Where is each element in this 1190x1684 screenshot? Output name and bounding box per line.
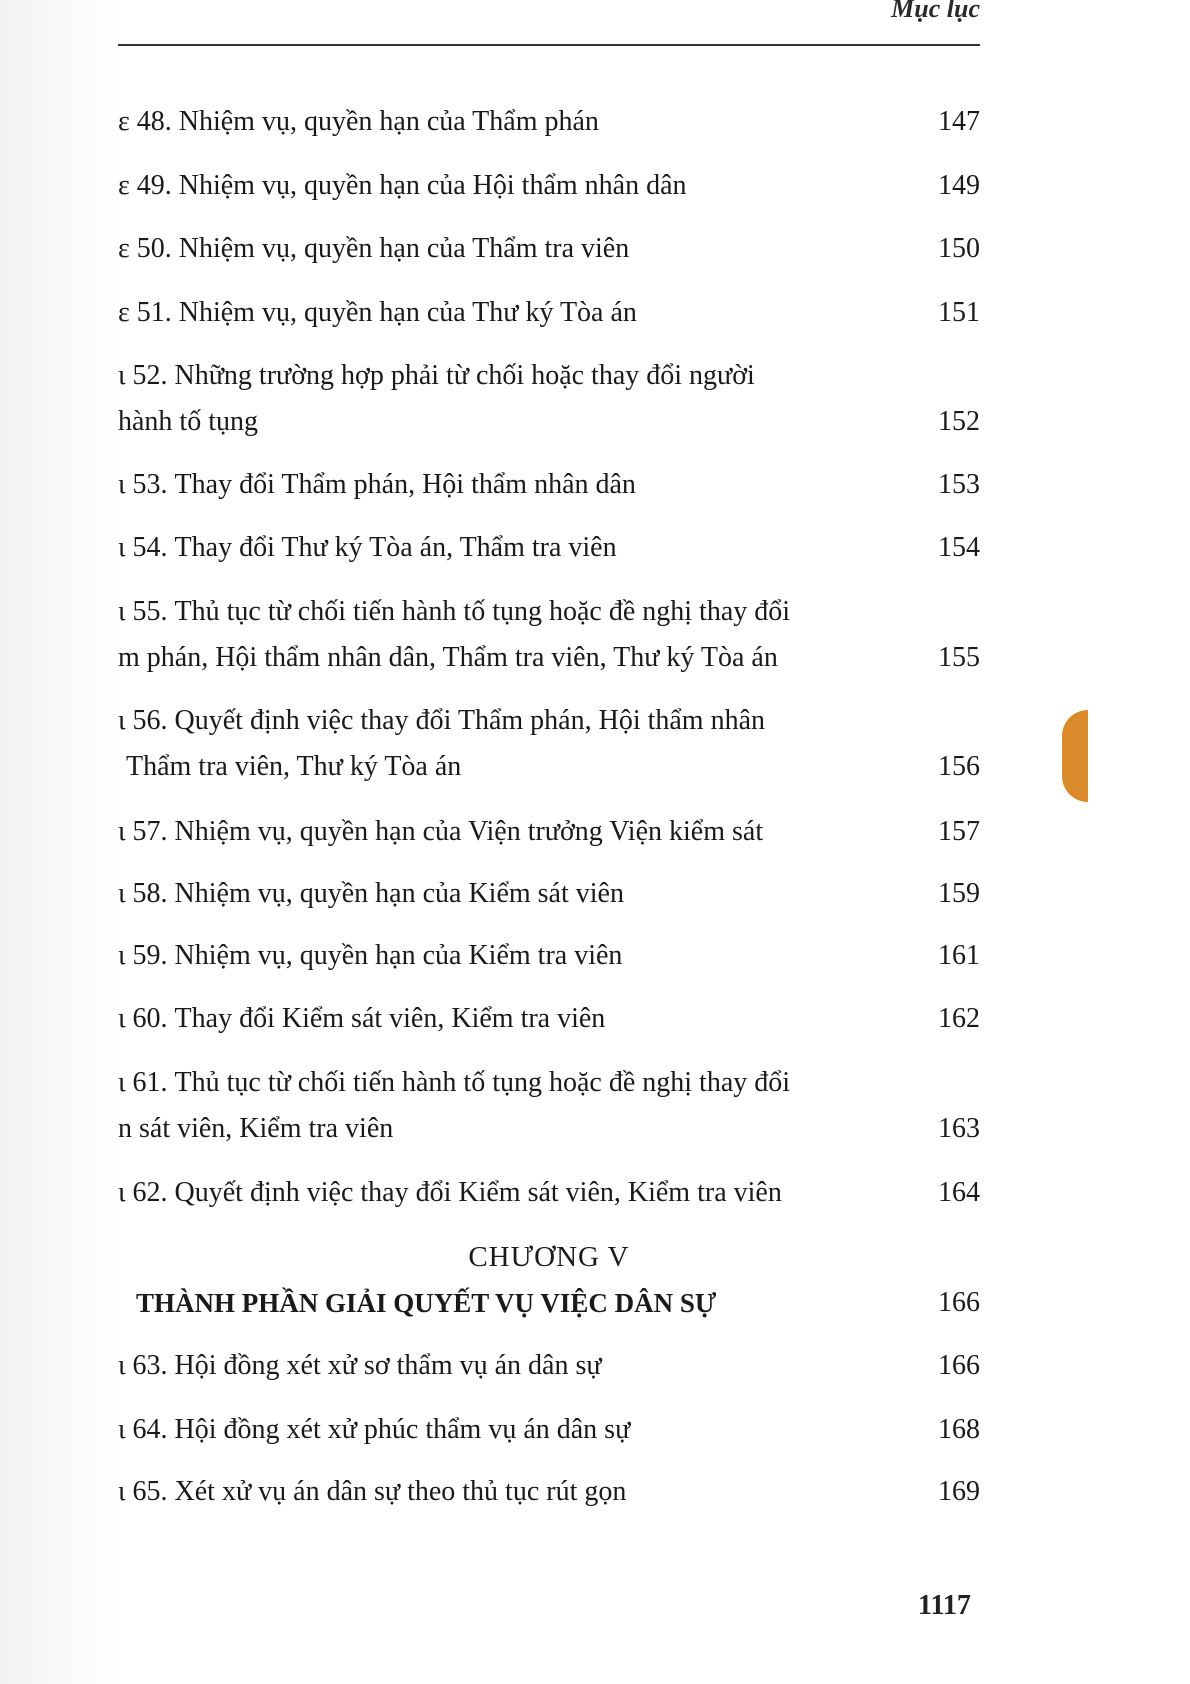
toc-entry-title-line2: hành tố tụng [118, 406, 258, 437]
toc-entry-page: 150 [938, 233, 980, 264]
toc-entry-page: 162 [938, 1003, 980, 1034]
toc-entry-title-line2: m phán, Hội thẩm nhân dân, Thẩm tra viên, Thư ký Tòa án [118, 642, 778, 673]
toc-entry-title: ι 64. Hội đồng xét xử phúc thẩm vụ án dân sự [118, 1414, 631, 1445]
toc-entry-page: 168 [938, 1414, 980, 1445]
toc-entry-title: ε 51. Nhiệm vụ, quyền hạn của Thư ký Tòa án [118, 297, 637, 328]
toc-entry-page: 166 [938, 1350, 980, 1381]
orange-tab-marker [1062, 710, 1088, 802]
page-gutter-shadow [0, 0, 118, 1684]
toc-entry-title: ι 60. Thay đổi Kiểm sát viên, Kiểm tra viên [118, 1003, 606, 1034]
toc-entry [118, 1066, 980, 1146]
toc-entry-page: 155 [938, 642, 980, 673]
toc-entry-page: 169 [938, 1476, 980, 1507]
toc-entry-title: ι 65. Xét xử vụ án dân sự theo thủ tục rút gọn [118, 1476, 627, 1507]
toc-entry-title: ι 53. Thay đổi Thẩm phán, Hội thẩm nhân dân [118, 469, 636, 500]
toc-entry-title: ι 58. Nhiệm vụ, quyền hạn của Kiểm sát viên [118, 878, 624, 909]
toc-entry-page: 164 [938, 1177, 980, 1208]
header-rule [118, 44, 980, 46]
toc-entry-title: ι 62. Quyết định việc thay đổi Kiểm sát viên, Kiểm tra viên [118, 1177, 782, 1208]
toc-entry-title: ι 57. Nhiệm vụ, quyền hạn của Viện trưởng Viện kiểm sát [118, 816, 764, 847]
toc-entry-title-line1: ι 61. Thủ tục từ chối tiến hành tố tụng hoặc đề nghị thay đổi [118, 1067, 791, 1098]
toc-entry-title: ι 54. Thay đổi Thư ký Tòa án, Thẩm tra viên [118, 532, 617, 563]
toc-entry-page: 153 [938, 469, 980, 500]
toc-entry-title-line2: Thẩm tra viên, Thư ký Tòa án [126, 751, 462, 782]
toc-entry-page: 156 [938, 751, 980, 782]
toc-entry-title-line1: ι 56. Quyết định việc thay đổi Thẩm phán, Hội thẩm nhân [118, 705, 766, 736]
toc-entry-page: 161 [938, 940, 980, 971]
chapter-page: 166 [938, 1287, 980, 1318]
toc-entry-title: ε 50. Nhiệm vụ, quyền hạn của Thẩm tra viên [118, 233, 630, 264]
toc-entry-page: 163 [938, 1113, 980, 1144]
page-header [118, 0, 980, 50]
toc-entry-title: ι 59. Nhiệm vụ, quyền hạn của Kiểm tra viên [118, 940, 623, 971]
toc-entry-page: 147 [938, 106, 980, 137]
toc-entry-title-line2: n sát viên, Kiểm tra viên [118, 1113, 394, 1144]
chapter-title: THÀNH PHẦN GIẢI QUYẾT VỤ VIỆC DÂN SỰ [136, 1288, 717, 1318]
toc-entry-page: 152 [938, 406, 980, 437]
toc-entry-title: ι 63. Hội đồng xét xử sơ thẩm vụ án dân sự [118, 1350, 602, 1381]
toc-entry-page: 149 [938, 170, 980, 201]
toc-entry-title-line1: ι 52. Những trường hợp phải từ chối hoặc thay đổi người [118, 360, 755, 391]
toc-entry-page: 159 [938, 878, 980, 909]
chapter-label: CHƯƠNG V [468, 1241, 630, 1273]
toc-entry [118, 359, 980, 439]
toc-entry [118, 704, 980, 784]
toc-entry-title: ε 49. Nhiệm vụ, quyền hạn của Hội thẩm nhân dân [118, 170, 687, 201]
toc-entry-title: ε 48. Nhiệm vụ, quyền hạn của Thẩm phán [118, 106, 599, 137]
toc-entry [118, 595, 980, 675]
page-number: 1117 [918, 1590, 971, 1621]
toc-entry-page: 157 [938, 816, 980, 847]
toc-entry-title-line1: ι 55. Thủ tục từ chối tiến hành tố tụng hoặc đề nghị thay đổi [118, 596, 791, 627]
toc-entry-page: 151 [938, 297, 980, 328]
running-head: Mục lục [891, 0, 980, 23]
toc-entry-page: 154 [938, 532, 980, 563]
